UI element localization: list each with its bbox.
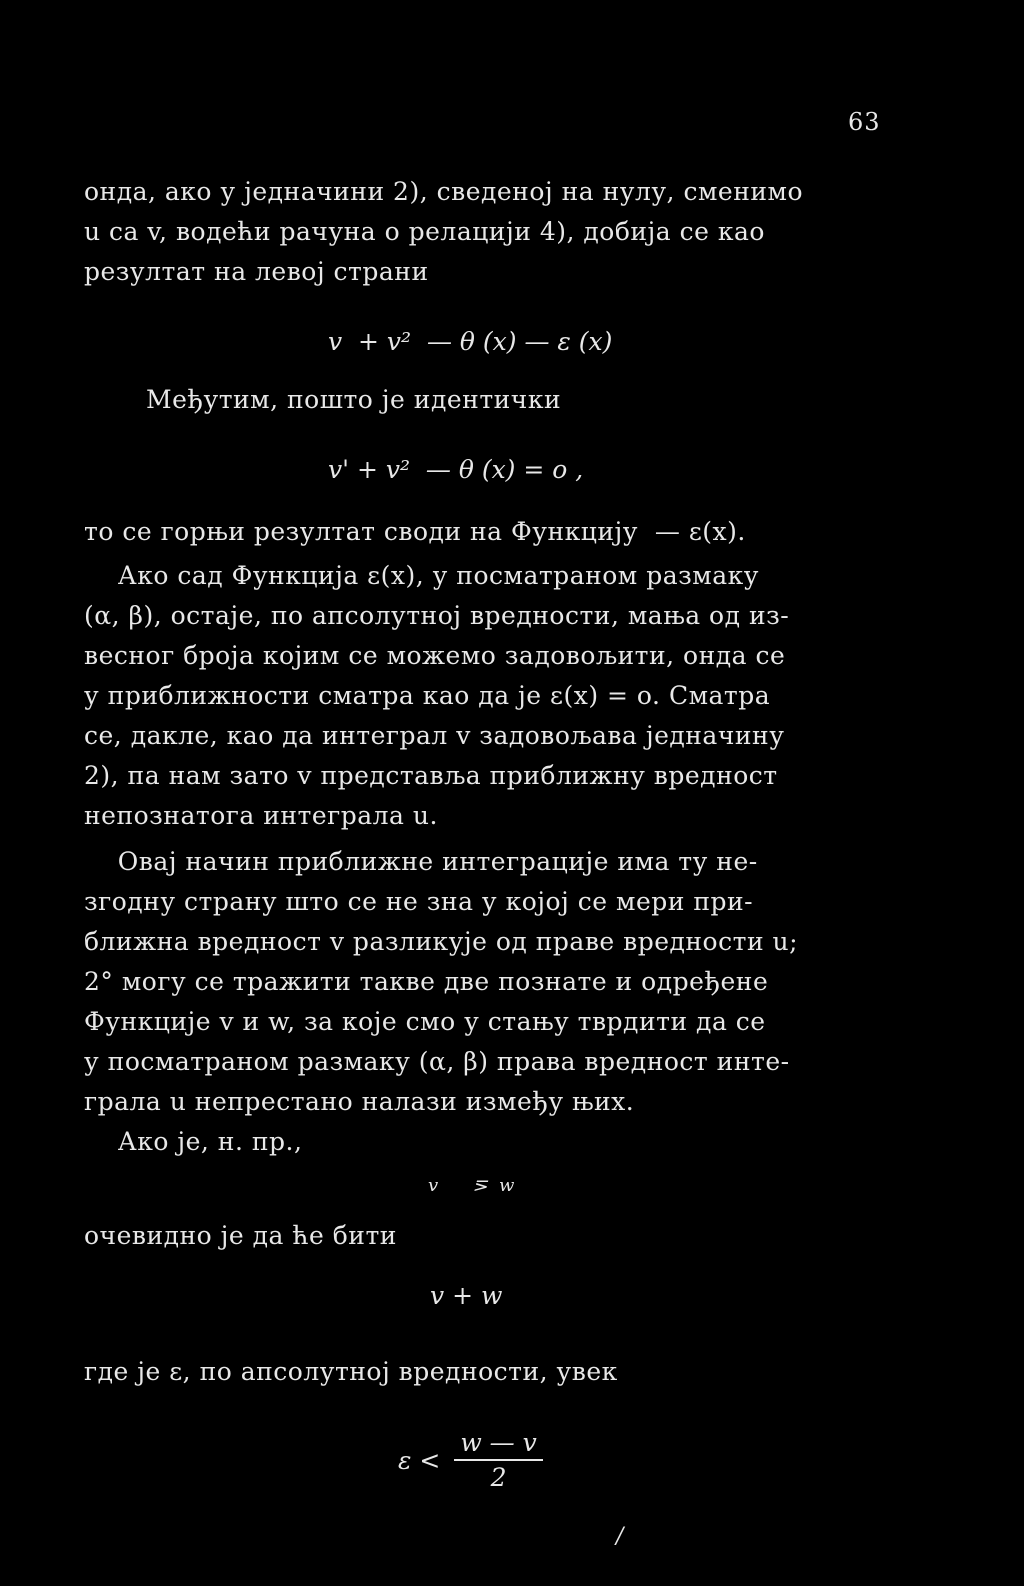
page-number: 63 xyxy=(848,108,881,136)
formula-4: v + w xyxy=(430,1281,503,1310)
stray-mark: / xyxy=(616,1524,624,1549)
text-line-11: 2), па нам зато v представља приближну вредност xyxy=(84,761,778,790)
fraction-lhs: ε < xyxy=(398,1445,441,1475)
formula-3: v ⋝ w xyxy=(428,1175,515,1196)
text-line-1: онда, ако у једначини 2), сведеној на нулу, сменимо xyxy=(84,177,804,206)
text-line-5: то се горњи резултат своди на Функцију — ε(x). xyxy=(84,517,746,546)
fraction-numerator: w — v xyxy=(454,1428,542,1461)
text-line-9: у приближности сматра као да је ε(x) = o. Сматра xyxy=(84,681,771,710)
text-line-2: u са v, водећи рачуна о релацији 4), добија се као xyxy=(84,217,765,246)
text-line-21: очевидно је да ће бити xyxy=(84,1221,397,1250)
text-line-15: ближна вредност v разликује од праве вредности u; xyxy=(84,927,799,956)
text-line-8: весног броја којим се можемо задовољити, онда се xyxy=(84,641,786,670)
text-line-22: где је ε, по апсолутној вредности, увек xyxy=(84,1357,618,1386)
text-line-20: Ако је, н. пр., xyxy=(84,1127,303,1156)
text-line-6: Ако сад Функција ε(x), у посматраном размаку xyxy=(84,561,759,590)
text-line-14: згодну страну што се не зна у којој се мери при- xyxy=(84,887,754,916)
text-line-17: Функције v и w, за које смо у стању тврдити да се xyxy=(84,1007,766,1036)
text-line-16: 2° могу се тражити такве две познате и одређене xyxy=(84,967,769,996)
text-line-10: се, дакле, као да интеграл v задовољава једначину xyxy=(84,721,785,750)
text-line-19: грала u непрестано налази између њих. xyxy=(84,1087,635,1116)
text-line-4: Међутим, пошто је идентички xyxy=(146,385,562,414)
formula-2: v' + v² — θ (x) = o , xyxy=(328,455,584,484)
text-line-18: у посматраном размаку (α, β) права вредност инте- xyxy=(84,1047,790,1076)
text-line-12: непознатога интеграла u. xyxy=(84,801,438,830)
fraction-box xyxy=(454,1428,542,1492)
text-line-3: резултат на левој страни xyxy=(84,257,429,286)
formula-1: v + v² — θ (x) — ε (x) xyxy=(328,327,613,356)
fraction-denominator: 2 xyxy=(490,1463,507,1492)
fraction-inequality xyxy=(398,1428,543,1492)
text-line-13: Овај начин приближне интеграције има ту не- xyxy=(84,847,758,876)
text-line-7: (α, β), остаје, по апсолутној вредности, мања од из- xyxy=(84,601,790,630)
